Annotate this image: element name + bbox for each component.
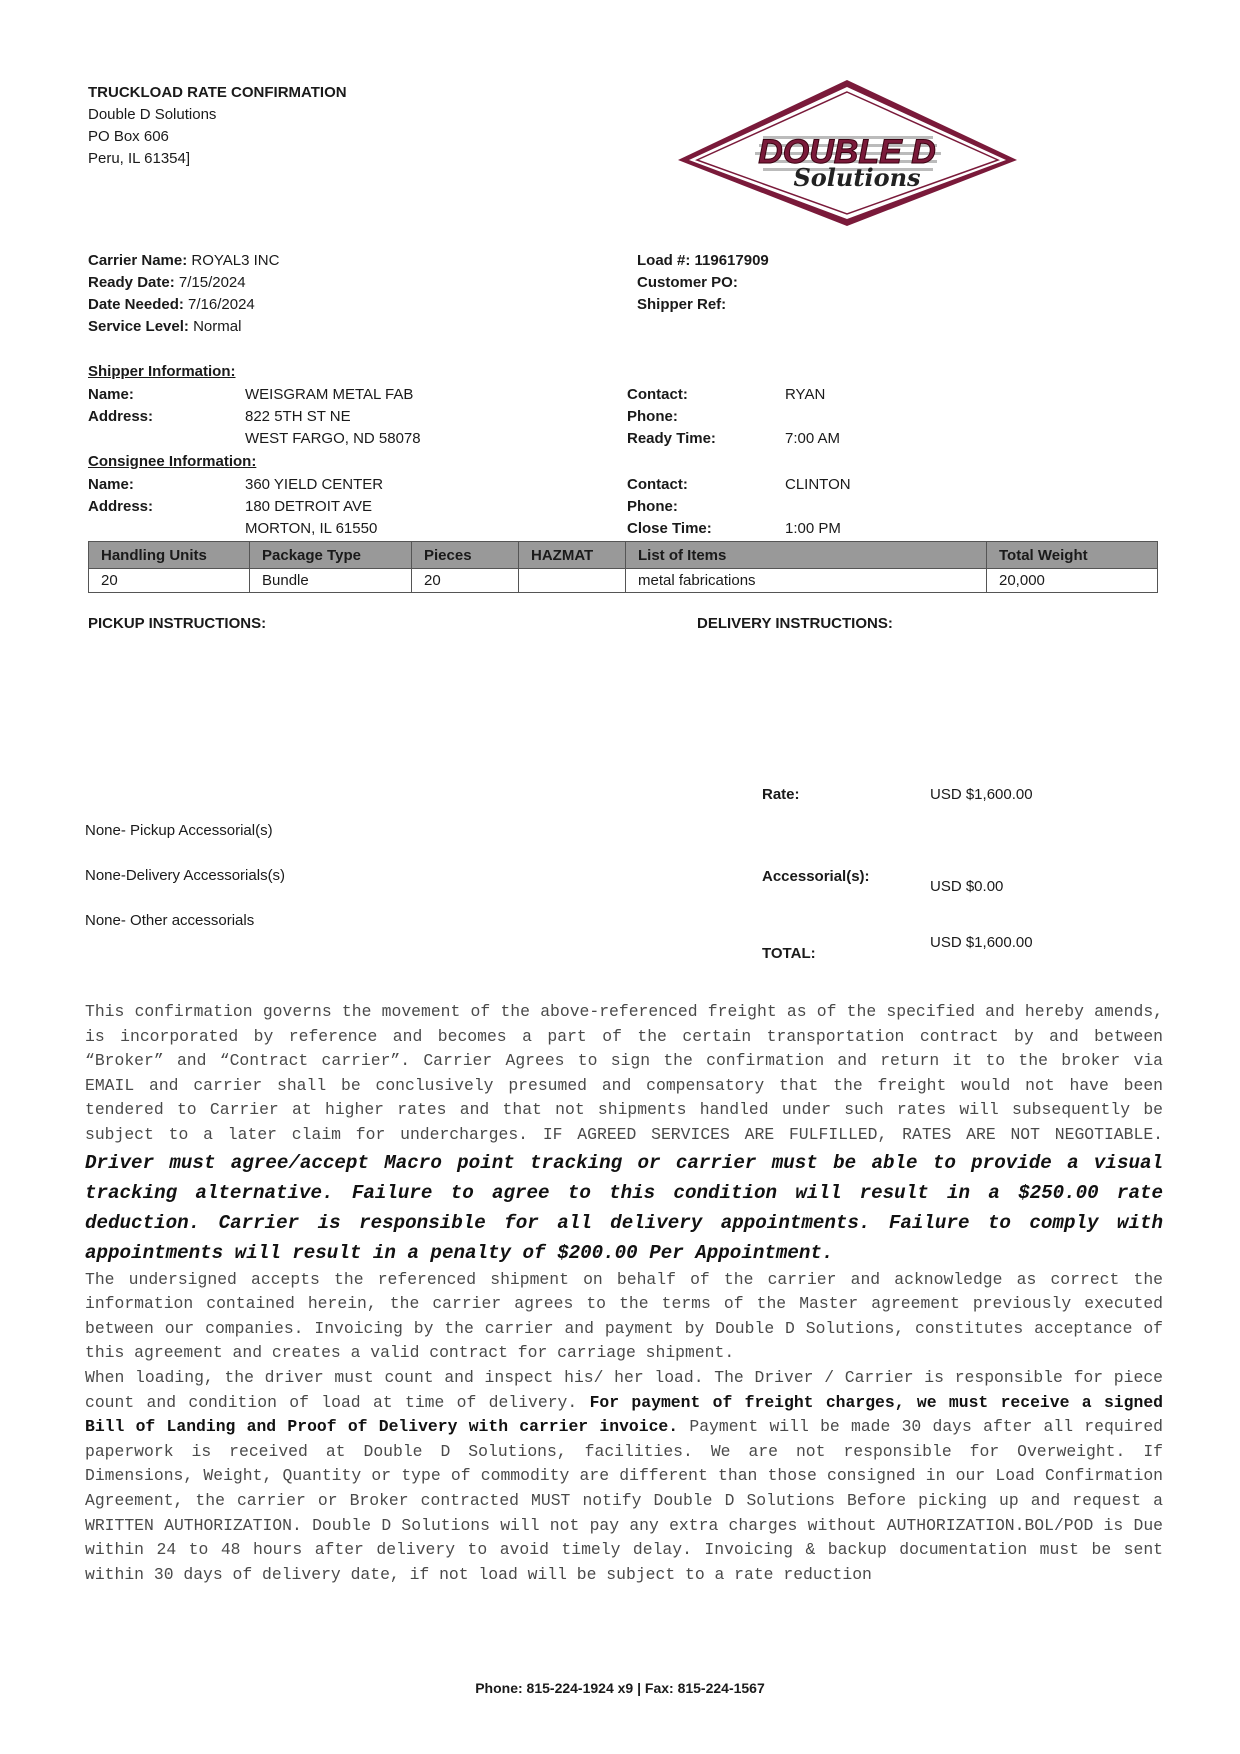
- terms-block: [85, 1000, 1163, 1587]
- accessorials-value: USD $0.00: [930, 878, 1004, 895]
- terms-payment-notice: For payment of freight charges, we must receive a signed Bill of Landing and Proof of Delivery with carrier invoice.: [85, 1392, 1163, 1437]
- pickup-instructions-label: PICKUP INSTRUCTIONS:: [88, 615, 267, 632]
- col-pieces: Pieces: [412, 542, 519, 569]
- svg-text:DOUBLE D: DOUBLE D: [758, 133, 936, 171]
- terms-paragraph-2: The undersigned accepts the referenced shipment on behalf of the carrier and acknowledge as correct the information contained herein, the carrier agrees to the terms of the Master agreement previously executed between our companies. Invoicing by the carrier and payment by Double D Solutions, constitutes acceptance of this agreement and creates a valid contract for carriage shipment.: [85, 1269, 1163, 1363]
- rate-label: Rate:: [762, 786, 800, 803]
- consignee-close-time: 1:00 PM: [785, 520, 841, 537]
- col-total-weight: Total Weight: [987, 542, 1158, 569]
- total-value: USD $1,600.00: [930, 934, 1033, 951]
- footer-contact: Phone: 815-224-1924 x9 | Fax: 815-224-1567: [475, 1680, 765, 1696]
- consignee-heading: Consignee Information:: [88, 453, 257, 470]
- shipper-address-line2: WEST FARGO, ND 58078: [245, 430, 421, 447]
- consignee-address-label: Address:: [88, 498, 154, 515]
- customer-po: Customer PO:: [637, 274, 738, 291]
- total-label: TOTAL:: [762, 945, 816, 962]
- consignee-phone-label: Phone:: [627, 498, 678, 515]
- cell-handling-units: 20: [89, 569, 250, 593]
- consignee-contact-label: Contact:: [627, 476, 688, 493]
- rate-value: USD $1,600.00: [930, 786, 1033, 803]
- cell-package-type: Bundle: [250, 569, 412, 593]
- accessorials-label: Accessorial(s):: [762, 868, 870, 885]
- svg-text:Solutions: Solutions: [793, 163, 921, 192]
- terms-paragraph-1: This confirmation governs the movement of the above-referenced freight as of the specified and hereby amends, is incorporated by reference and becomes a part of the certain transportation contract by and between “Broker” and “Contract carrier”. Carrier Agrees to sign the confirmation and return it to the broker via EMAIL and carrier shall be conclusively presumed and compensatory that the freight would not have been tendered to Carrier at higher rates and that not shipments handled under such rates will subsequently be subject to a later claim for undercharges. IF AGREED SERVICES ARE FULFILLED, RATES ARE NOT NEGOTIABLE. Driver must agree/accept Macro point tracking or carrier must be able to provide a visual tracking alternative. Failure to agree to this condition will result in a $250.00 rate deduction. Carrier is responsible for all delivery appointments. Failure to comply with appointments will result in a penalty of $200.00 Per Appointment.: [85, 1002, 1163, 1264]
- document-title: TRUCKLOAD RATE CONFIRMATION: [88, 84, 347, 101]
- shipper-phone-label: Phone:: [627, 408, 678, 425]
- ready-date: Ready Date: 7/15/2024: [88, 274, 246, 291]
- consignee-contact: CLINTON: [785, 476, 851, 493]
- shipper-heading: Shipper Information:: [88, 363, 236, 380]
- shipper-name-label: Name:: [88, 386, 134, 403]
- shipper-name: WEISGRAM METAL FAB: [245, 386, 414, 403]
- shipper-address-label: Address:: [88, 408, 154, 425]
- terms-paragraph-3: When loading, the driver must count and inspect his/ her load. The Driver / Carrier is responsible for piece count and condition of load at time of delivery. For payment of freight charges, we must receive a signed Bill of Landing and Proof of Delivery with carrier invoice. Payment will be made 30 days after all required paperwork is received at Double D Solutions, facilities. We are not responsible for Overweight. If Dimensions, Weight, Quantity or type of commodity are different than those consigned in our Load Confirmation Agreement, the carrier or Broker contracted MUST notify Double D Solutions Before picking up and request a WRITTEN AUTHORIZATION. Double D Solutions will not pay any extra charges without AUTHORIZATION.BOL/POD is Due within 24 to 48 hours after delivery to avoid timely delay. Invoicing & backup documentation must be sent within 30 days of delivery date, if not load will be subject to a rate reduction: [85, 1367, 1163, 1584]
- consignee-address-line1: 180 DETROIT AVE: [245, 498, 372, 515]
- terms-tracking-notice: Driver must agree/accept Macro point tracking or carrier must be able to provide a visual tracking alternative. Failure to agree to this condition will result in a $250.00 rate deduction. Carrier is responsible for all delivery appointments. Failure to comply with appointments will result in a penalty of $200.00 Per Appointment.: [85, 1151, 1163, 1264]
- col-handling-units: Handling Units: [89, 542, 250, 569]
- shipper-address-line1: 822 5TH ST NE: [245, 408, 351, 425]
- shipper-ready-time: 7:00 AM: [785, 430, 841, 447]
- consignee-address-line2: MORTON, IL 61550: [245, 520, 378, 537]
- company-name: Double D Solutions: [88, 106, 217, 123]
- delivery-accessorials: None-Delivery Accessorials(s): [85, 867, 286, 884]
- col-package-type: Package Type: [250, 542, 412, 569]
- items-table-header: [89, 542, 1158, 569]
- cell-total-weight: 20,000: [987, 569, 1158, 593]
- carrier-name: Carrier Name: ROYAL3 INC: [88, 252, 280, 269]
- shipper-ref: Shipper Ref:: [637, 296, 727, 313]
- table-row: [89, 569, 1158, 593]
- shipper-contact-label: Contact:: [627, 386, 688, 403]
- col-hazmat: HAZMAT: [519, 542, 626, 569]
- service-level: Service Level: Normal: [88, 318, 242, 335]
- consignee-name-label: Name:: [88, 476, 134, 493]
- shipper-contact: RYAN: [785, 386, 826, 403]
- col-list-of-items: List of Items: [626, 542, 987, 569]
- delivery-instructions-label: DELIVERY INSTRUCTIONS:: [697, 615, 893, 632]
- items-table: [88, 541, 1158, 593]
- cell-list-of-items: metal fabrications: [626, 569, 987, 593]
- consignee-name: 360 YIELD CENTER: [245, 476, 384, 493]
- cell-hazmat: [519, 569, 626, 593]
- company-address-line2: Peru, IL 61354]: [88, 150, 191, 167]
- company-address-line1: PO Box 606: [88, 128, 169, 145]
- company-logo: [675, 78, 1020, 228]
- date-needed: Date Needed: 7/16/2024: [88, 296, 255, 313]
- load-number: Load #: 119617909: [637, 252, 769, 269]
- cell-pieces: 20: [412, 569, 519, 593]
- pickup-accessorials: None- Pickup Accessorial(s): [85, 822, 273, 839]
- consignee-time-label: Close Time:: [627, 520, 712, 537]
- other-accessorials: None- Other accessorials: [85, 912, 255, 929]
- shipper-time-label: Ready Time:: [627, 430, 716, 447]
